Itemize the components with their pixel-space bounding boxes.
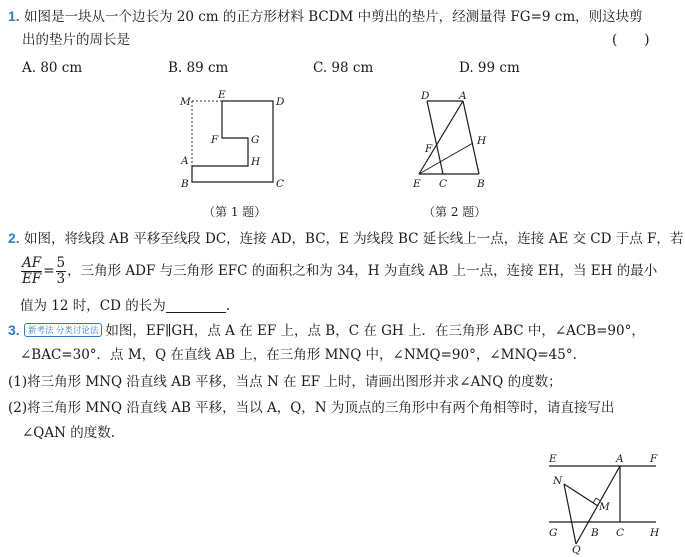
figure-1 (170, 88, 300, 198)
fig2-label-f: F (425, 143, 433, 155)
q1-line2: 出的垫片的周长是 (22, 32, 130, 48)
q3-subquestion-1: (1)将三角形 MNQ 沿直线 AB 平移，当点 N 在 EF 上时，请画出图形并求∠ANQ 的度数； (8, 374, 562, 390)
fig1-gasket-outline (192, 101, 273, 182)
fig1-label-a: A (181, 155, 189, 167)
fig2-label-a: A (459, 90, 467, 102)
fig1-label-c: C (276, 178, 285, 190)
q2-line1 (8, 228, 683, 249)
q3-number: 3. (8, 322, 20, 338)
fig2-label-d: D (421, 90, 430, 102)
fig2-label-c: C (439, 178, 448, 190)
q2-text-line2: ，三角形 ADF 与三角形 EFC 的面积之和为 34，H 为直线 AB 上一点，连接 EH，当 EH 的最小 (67, 263, 658, 279)
q3-method-badge: 新考法 分类讨论法 (24, 323, 102, 337)
fig1-label-d: D (276, 96, 285, 108)
fig2-label-b: B (477, 178, 485, 190)
q1-number: 1. (8, 8, 20, 24)
q1-answer-paren: ( ) (612, 32, 650, 48)
q2-text-line3: 值为 12 时，CD 的长为 (20, 298, 166, 314)
q1-option-c: C. 98 cm (313, 60, 374, 76)
fig1-label-f: F (211, 134, 219, 146)
fig1-label-g: G (251, 134, 260, 146)
q3-line2: ∠BAC=30°．点 M，Q 在直线 AB 上，在三角形 MNQ 中，∠NMQ=90°，∠MNQ=45°. (20, 347, 577, 363)
fig1-caption: （第 1 题） (203, 205, 267, 219)
q1-option-b: B. 89 cm (168, 60, 229, 76)
q2-text-line1: 如图，将线段 AB 平移至线段 DC，连接 AD，BC，E 为线段 BC 延长线上一点，连接 AE 交 CD 于点 F，若 (23, 231, 684, 247)
fig1-label-b: B (181, 178, 189, 190)
q2-answer-blank (166, 298, 226, 313)
figure-2 (410, 88, 500, 198)
q3-subquestion-2-line2: ∠QAN 的度数. (22, 425, 116, 441)
fig3-label-m: M (599, 501, 610, 513)
fig3-label-e: E (549, 453, 557, 465)
fig1-label-h: H (251, 156, 261, 168)
q3-text-line1: 如图，EF∥GH，点 A 在 EF 上，点 B，C 在 GH 上．在三角形 ABC 中，∠ACB=90°， (105, 323, 645, 339)
fig3-label-f: F (650, 453, 658, 465)
q2-fraction-af-ef: $\frac{AF}{EF}$ (22, 255, 42, 287)
q2-line2 (20, 255, 657, 287)
q3-line1 (8, 320, 645, 341)
fig3-label-a: A (616, 453, 624, 465)
q1-option-d: D. 99 cm (459, 60, 520, 76)
fig1-label-e: E (218, 89, 226, 101)
q1-option-a: A. 80 cm (22, 60, 83, 76)
q2-number: 2. (8, 230, 20, 246)
fig3-label-q: Q (572, 544, 581, 555)
q3-subquestion-2-line1: (2)将三角形 MNQ 沿直线 AB 平移，当以 A，Q，N 为顶点的三角形中有两个角相等时，请直接写出 (8, 400, 615, 416)
q2-line3: 值为 12 时，CD 的长为 . (20, 298, 231, 314)
fig3-label-b: B (591, 527, 599, 539)
q1-text-line1: 如图是一块从一个边长为 20 cm 的正方形材料 BCDM 中剪出的垫片，经测量得 FG=9 cm，则这块剪 (23, 9, 643, 25)
fig3-label-n: N (553, 475, 563, 487)
fig3-label-c: C (616, 527, 625, 539)
q2-fraction-5-3: $\frac{5}{3}$ (56, 255, 66, 287)
fig3-label-g: G (549, 527, 558, 539)
q1-line1 (8, 6, 643, 27)
fig1-label-m: M (180, 96, 191, 108)
fig3-label-h: H (650, 527, 660, 539)
fig2-label-e: E (413, 178, 421, 190)
fig2-label-h: H (477, 135, 487, 147)
figure-3 (540, 450, 670, 555)
fig2-caption: （第 2 题） (423, 205, 487, 219)
q2-equals: = (43, 263, 55, 279)
